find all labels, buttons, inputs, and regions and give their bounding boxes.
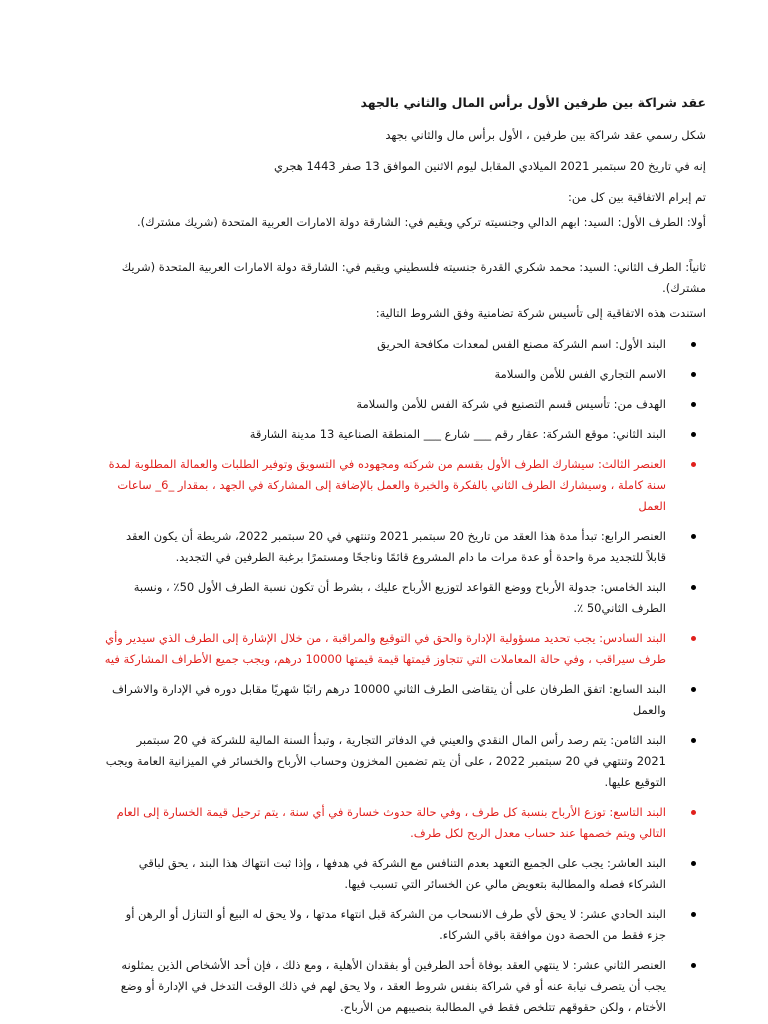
clause-item: البند السابع: اتفق الطرفان على أن يتقاضى الطرف الثاني 10000 درهم راتبًا شهريًا مقابل دوره في الإدارة والاشراف والعمل	[104, 679, 706, 721]
party-two: ثانياً: الطرف الثاني: السيد: محمد شكري القدرة جنسيته فلسطيني ويقيم في: الشارقة دولة الامارات العربية المتحدة (شريك مشترك).	[121, 260, 706, 295]
agreed-between-line: تم إبرام الاتفاقية بين كل من:	[568, 190, 706, 204]
clause-item: البند الأول: اسم الشركة مصنع الفس لمعدات مكافحة الحريق	[104, 334, 706, 355]
clause-item: البند الخامس: جدولة الأرباح ووضع القواعد لتوزيع الأرباح عليك ، بشرط أن تكون نسبة الطرف الأول 50٪ ، ونسبة الطرف الثاني50 ٪.	[104, 577, 706, 619]
clause-item: البند العاشر: يجب على الجميع التعهد بعدم التنافس مع الشركة في هدفها ، وإذا ثبت انتهاك هذا البند ، يحق لباقي الشركاء فصله والمطالبة بتعويض مالي عن الخسائر التي تسبب فيها.	[104, 853, 706, 895]
intro-line: شكل رسمي عقد شراكة بين طرفين ، الأول برأس مال والثاني بجهد	[385, 128, 706, 142]
clause-item: العنصر الثاني عشر: لا ينتهي العقد بوفاة أحد الطرفين أو بفقدان الأهلية ، ومع ذلك ، فإن أحد الأشخاص الذين يمثلونه يجب أن يتصرف نيابة عنه أو في شراكة بنفس شروط العقد ، ولا يحق لهم في ذلك الوقت التدخل في الإدارة أو وضع الأختام ، ولكن حقوقهم تتلخص فقط في المطالبة بنصيبهم من الأرباح.	[104, 955, 706, 1018]
party-one: أولا: الطرف الأول: السيد: ابهم الدالي وجنسيته تركي ويقيم في: الشارقة دولة الامارات العربية المتحدة (شريك مشترك).	[136, 215, 706, 229]
clause-item: البند الحادي عشر: لا يحق لأي طرف الانسحاب من الشركة قبل انتهاء مدتها ، ولا يحق له البيع أو التنازل أو الرهن أو جزء فقط من الحصة دون موافقة باقي الشركاء.	[104, 904, 706, 946]
clause-item: البند الثامن: يتم رصد رأس المال النقدي والعيني في الدفاتر التجارية ، وتبدأ السنة المالية للشركة في 20 سبتمبر 2021 وتنتهي في 20 سبتمبر 2022 ، على أن يتم تضمين المخزون وحساب الأرباح والخسائر في الميزانية العامة ويجب التوقيع عليها.	[104, 730, 706, 793]
clause-item: البند السادس: يجب تحديد مسؤولية الإدارة والحق في التوقيع والمراقبة ، من خلال الإشارة إلى الطرف الذي سيدير وأي طرف سيراقب ، وفي حالة المعاملات التي تتجاوز قيمتها قيمة قيمتها 10000 درهم، ويجب جميع الأطراف المشاركة فيه	[104, 628, 706, 670]
conditions-intro: استندت هذه الاتفاقية إلى تأسيس شركة تضامنية وفق الشروط التالية:	[375, 306, 706, 320]
document-title: عقد شراكة بين طرفين الأول برأس المال والثاني بالجهد	[360, 95, 706, 110]
clause-item: البند التاسع: توزع الأرباح بنسبة كل طرف ، وفي حالة حدوث خسارة في أي سنة ، يتم ترحيل قيمة الخسارة إلى العام التالي ويتم خصمها عند حساب معدل الربح لكل طرف.	[104, 802, 706, 844]
clause-item: البند الثاني: موقع الشركة: عقار رقم ___ شارع ___ المنطقة الصناعية 13 مدينة الشارقة	[104, 424, 706, 445]
date-line: إنه في تاريخ 20 سبتمبر 2021 الميلادي المقابل ليوم الاثنين الموافق 13 صفر 1443 هجري	[273, 159, 706, 173]
clause-item: العنصر الثالث: سيشارك الطرف الأول بقسم من شركته ومجهوده في التسويق وتوفير الطلبات والعمالة المطلوبة لمدة سنة كاملة ، وسيشارك الطرف الثاني بالفكرة والخبرة والعمل بالإضافة إلى المشاركة في الجهد ، بمقدار _6_ ساعات العمل	[104, 454, 706, 517]
clauses-list	[104, 334, 706, 1018]
clause-item: الهدف من: تأسيس قسم التصنيع في شركة الفس للأمن والسلامة	[104, 394, 706, 415]
clause-item: العنصر الرابع: تبدأ مدة هذا العقد من تاريخ 20 سبتمبر 2021 وتنتهي في 20 سبتمبر 2022، شريطة أن يكون العقد قابلاً للتجديد مرة واحدة أو عدة مرات ما دام المشروع قائمًا وناجحًا ومستمرًا برغبة الطرفين في التجديد.	[104, 526, 706, 568]
clause-item: الاسم التجاري الفس للأمن والسلامة	[104, 364, 706, 385]
